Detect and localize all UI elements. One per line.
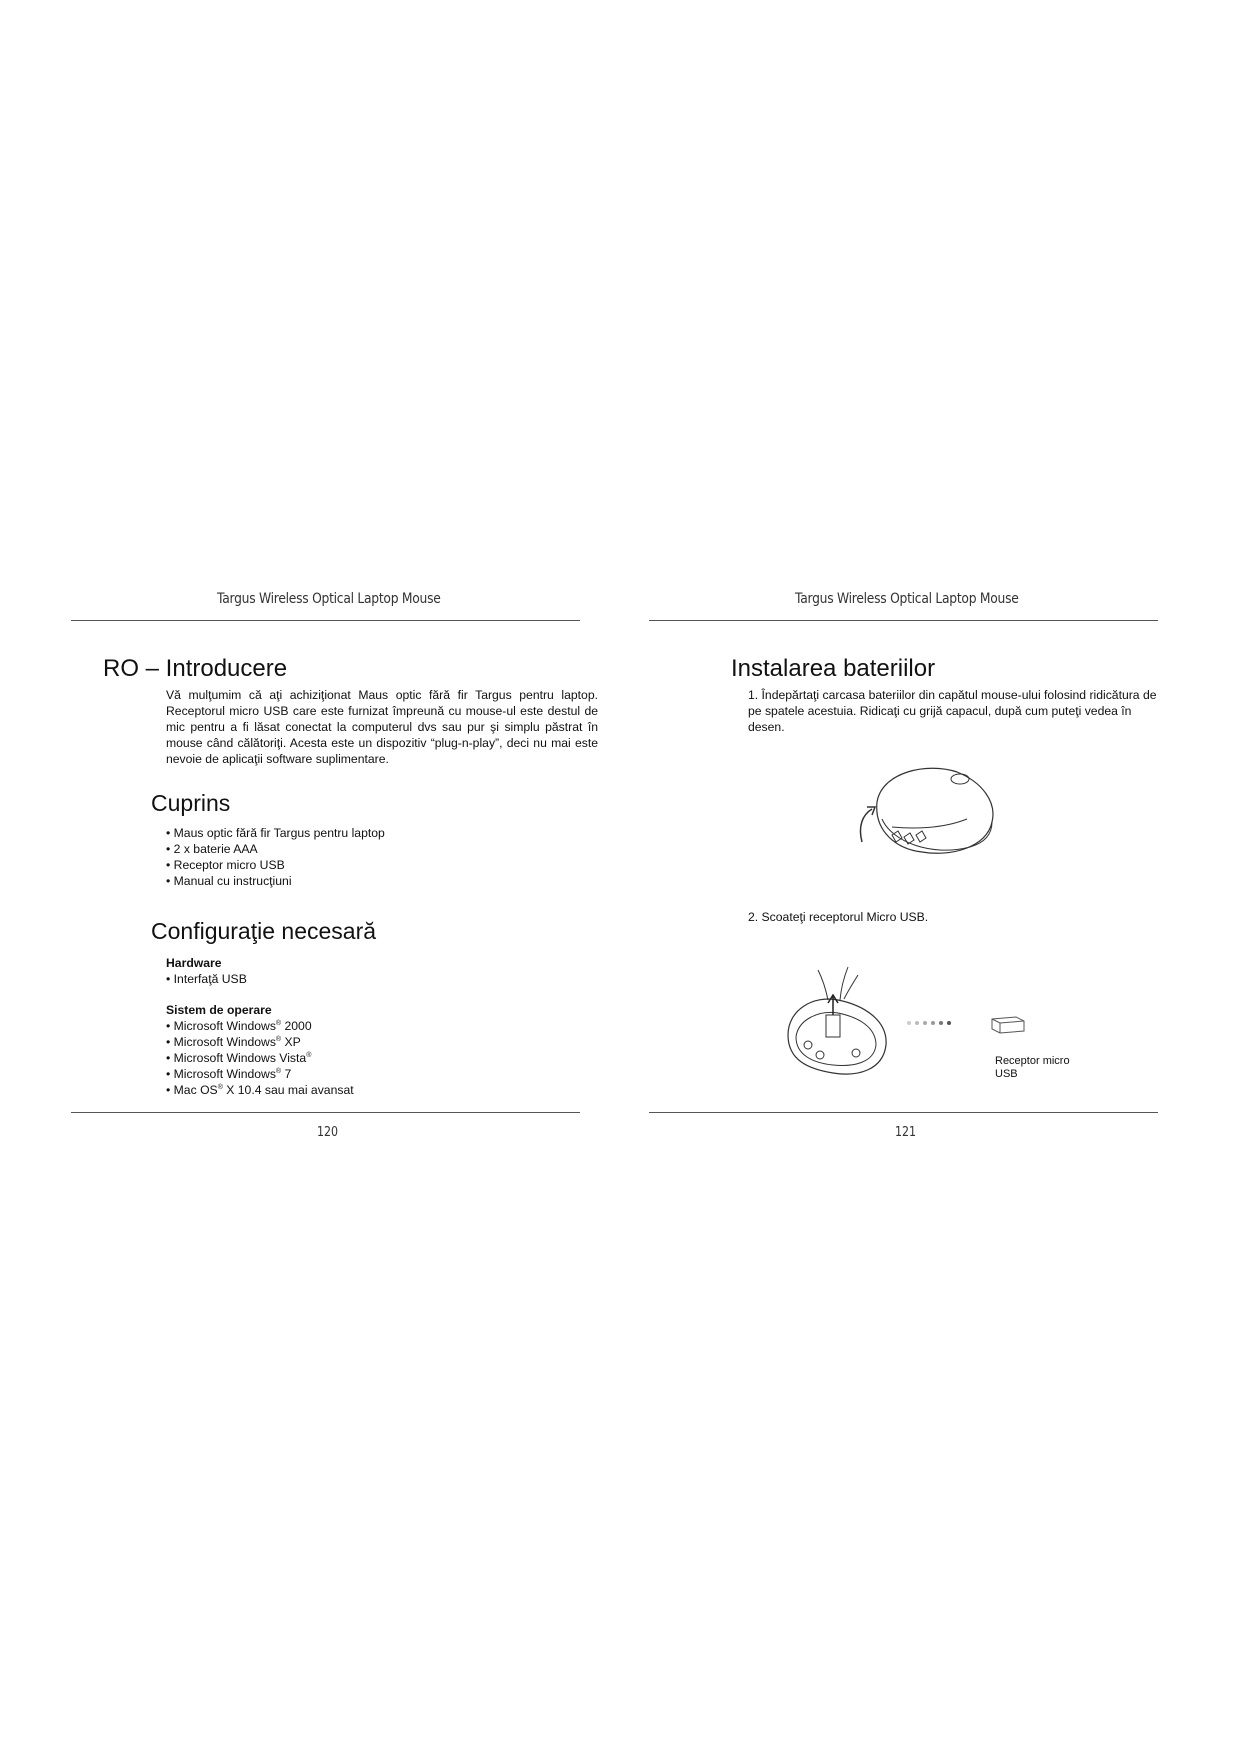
list-item: • Interfaţă USB bbox=[166, 971, 247, 987]
list-item: • Microsoft Windows® XP bbox=[166, 1034, 354, 1050]
left-page-header: Targus Wireless Optical Laptop Mouse bbox=[217, 591, 441, 607]
right-footer-rule bbox=[649, 1112, 1158, 1113]
install-title: Instalarea bateriilor bbox=[731, 655, 936, 682]
battery-cover-illustration bbox=[852, 757, 1002, 872]
left-page-number: 120 bbox=[317, 1125, 339, 1140]
right-page-header: Targus Wireless Optical Laptop Mouse bbox=[795, 591, 1019, 607]
receiver-removal-illustration bbox=[778, 965, 898, 1095]
contents-list bbox=[166, 825, 385, 889]
left-header-rule bbox=[71, 620, 580, 621]
install-step-2: 2. Scoateţi receptorul Micro USB. bbox=[748, 910, 929, 924]
usb-receiver-icon bbox=[988, 1013, 1030, 1035]
contents-title: Cuprins bbox=[151, 790, 231, 816]
list-item: • Microsoft Windows® 7 bbox=[166, 1066, 354, 1082]
hardware-label: Hardware bbox=[166, 956, 222, 970]
receiver-caption: Receptor micro USB bbox=[995, 1055, 1070, 1080]
requirements-title: Configuraţie necesară bbox=[151, 918, 377, 944]
right-page-number: 121 bbox=[895, 1125, 917, 1140]
list-item: • Mac OS® X 10.4 sau mai avansat bbox=[166, 1082, 354, 1098]
transition-dots bbox=[905, 1018, 955, 1028]
hardware-list bbox=[166, 971, 247, 987]
intro-paragraph: Vă mulţumim că aţi achiziţionat Maus optic fără fir Targus pentru laptop. Receptorul micro USB care este furnizat împreună cu mouse-ul este destul de mic pentru a fi lăsat conectat la computerul dvs sau pur şi simplu păstrat în mouse când călătoriţi. Acesta este un dispozitiv “plug-n-play”, deci nu mai este nevoie de aplicaţii software suplimentare. bbox=[166, 688, 598, 766]
list-item: • Maus optic fără fir Targus pentru laptop bbox=[166, 825, 385, 841]
list-item: • Manual cu instrucţiuni bbox=[166, 873, 385, 889]
right-header-rule bbox=[649, 620, 1158, 621]
os-list bbox=[166, 1018, 354, 1098]
list-item: • Microsoft Windows® 2000 bbox=[166, 1018, 354, 1034]
list-item: • Receptor micro USB bbox=[166, 857, 385, 873]
intro-title: RO – Introducere bbox=[103, 655, 288, 682]
left-footer-rule bbox=[71, 1112, 580, 1113]
os-label: Sistem de operare bbox=[166, 1003, 272, 1017]
install-step-1: 1. Îndepărtaţi carcasa bateriilor din capătul mouse-ului folosind ridicătura de pe spatele acestuia. Ridicaţi cu grijă capacul, după cum puteţi vedea în desen. bbox=[748, 688, 1157, 734]
list-item: • 2 x baterie AAA bbox=[166, 841, 385, 857]
list-item: • Microsoft Windows Vista® bbox=[166, 1050, 354, 1066]
